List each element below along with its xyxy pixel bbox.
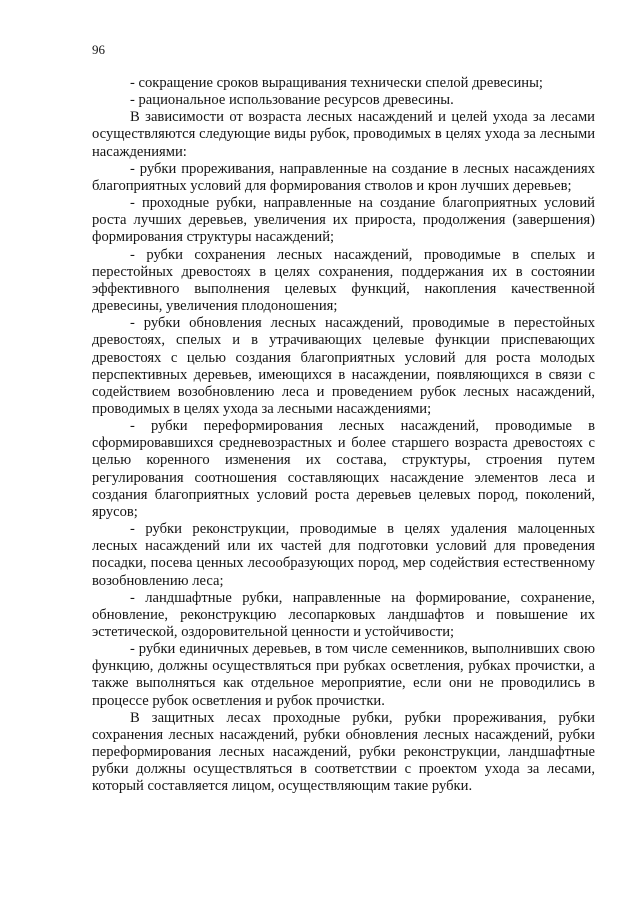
paragraph-item-landscape-cuttings: - ландшафтные рубки, направленные на формирование, сохранение, обновление, реконструкцию лесопарковых ландшафтов и повышение их эстетической, оздоровительной ценности и устойчивости; (92, 589, 595, 640)
paragraph-item-renewal-cuttings: - рубки обновления лесных насаждений, проводимые в перестойных древостоях, спелых и в утрачивающих целевые функции приспевающих древостоях с целью создания благоприятных условий для роста молодых перспективных деревьев, имеющихся в насаждении, появляющихся в связи с содействием возобновлению леса и проведением рубок лесных насаждений, проводимых в целях ухода за лесными насаждениями; (92, 315, 595, 417)
paragraph-item-conservation-cuttings: - рубки сохранения лесных насаждений, проводимые в спелых и перестойных древостоях в целях сохранения, поддержания их в состоянии эффективного выполнения целевых функций, накопления качественной древесины, увеличения плодоношения; (92, 246, 595, 315)
paragraph-item-single-tree-cuttings: - рубки единичных деревьев, в том числе семенников, выполнивших свою функцию, должны осуществляться при рубках осветления, рубках прочистки, а также выполняться как отдельное мероприятие, если они не проводились в процессе рубок осветления и рубок прочистки. (92, 641, 595, 709)
page-number: 96 (92, 42, 105, 57)
paragraph-cutting-types-intro: В зависимости от возраста лесных насаждений и целей ухода за лесами осуществляются следующие виды рубок, проводимых в целях ухода за лесными насаждениями: (92, 109, 595, 160)
paragraph-item-reconstruction-cuttings: - рубки реконструкции, проводимые в целях удаления малоценных лесных насаждений или их частей для подготовки условий для проведения посадки, посева ценных лесообразующих пород, мер содействия естественному возобновлению леса; (92, 521, 595, 589)
paragraph-item-reformation-cuttings: - рубки переформирования лесных насаждений, проводимые в сформировавшихся средневозрастных и более старшего возраста древостоях с целью коренного изменения их состава, структуры, строения путем регулирования соотношения составляющих насаждение элементов леса и создания благоприятных условий роста деревьев целевых пород, поколений, ярусов; (92, 418, 595, 520)
paragraph-item-thinning: - рубки прореживания, направленные на создание в лесных насаждениях благоприятных условий для формирования стволов и крон лучших деревьев; (92, 160, 595, 194)
paragraph-protective-forests: В защитных лесах проходные рубки, рубки прореживания, рубки сохранения лесных насаждений, рубки обновления лесных насаждений, рубки переформирования лесных насаждений, рубки реконструкции, ландшафтные рубки должны осуществляться в соответствии с проектом ухода за лесами, который составляется лицом, осуществляющим такие рубки. (92, 709, 595, 795)
body-text (92, 75, 595, 796)
paragraph-item-reduce-growing-time: - сокращение сроков выращивания технически спелой древесины; (130, 75, 543, 91)
paragraph-item-rational-use: - рациональное использование ресурсов древесины. (130, 92, 454, 109)
paragraph-item-passage-cuttings: - проходные рубки, направленные на создание благоприятных условий роста лучших деревьев, увеличения их прироста, продолжения (завершения) формирования структуры насаждений; (92, 195, 595, 246)
